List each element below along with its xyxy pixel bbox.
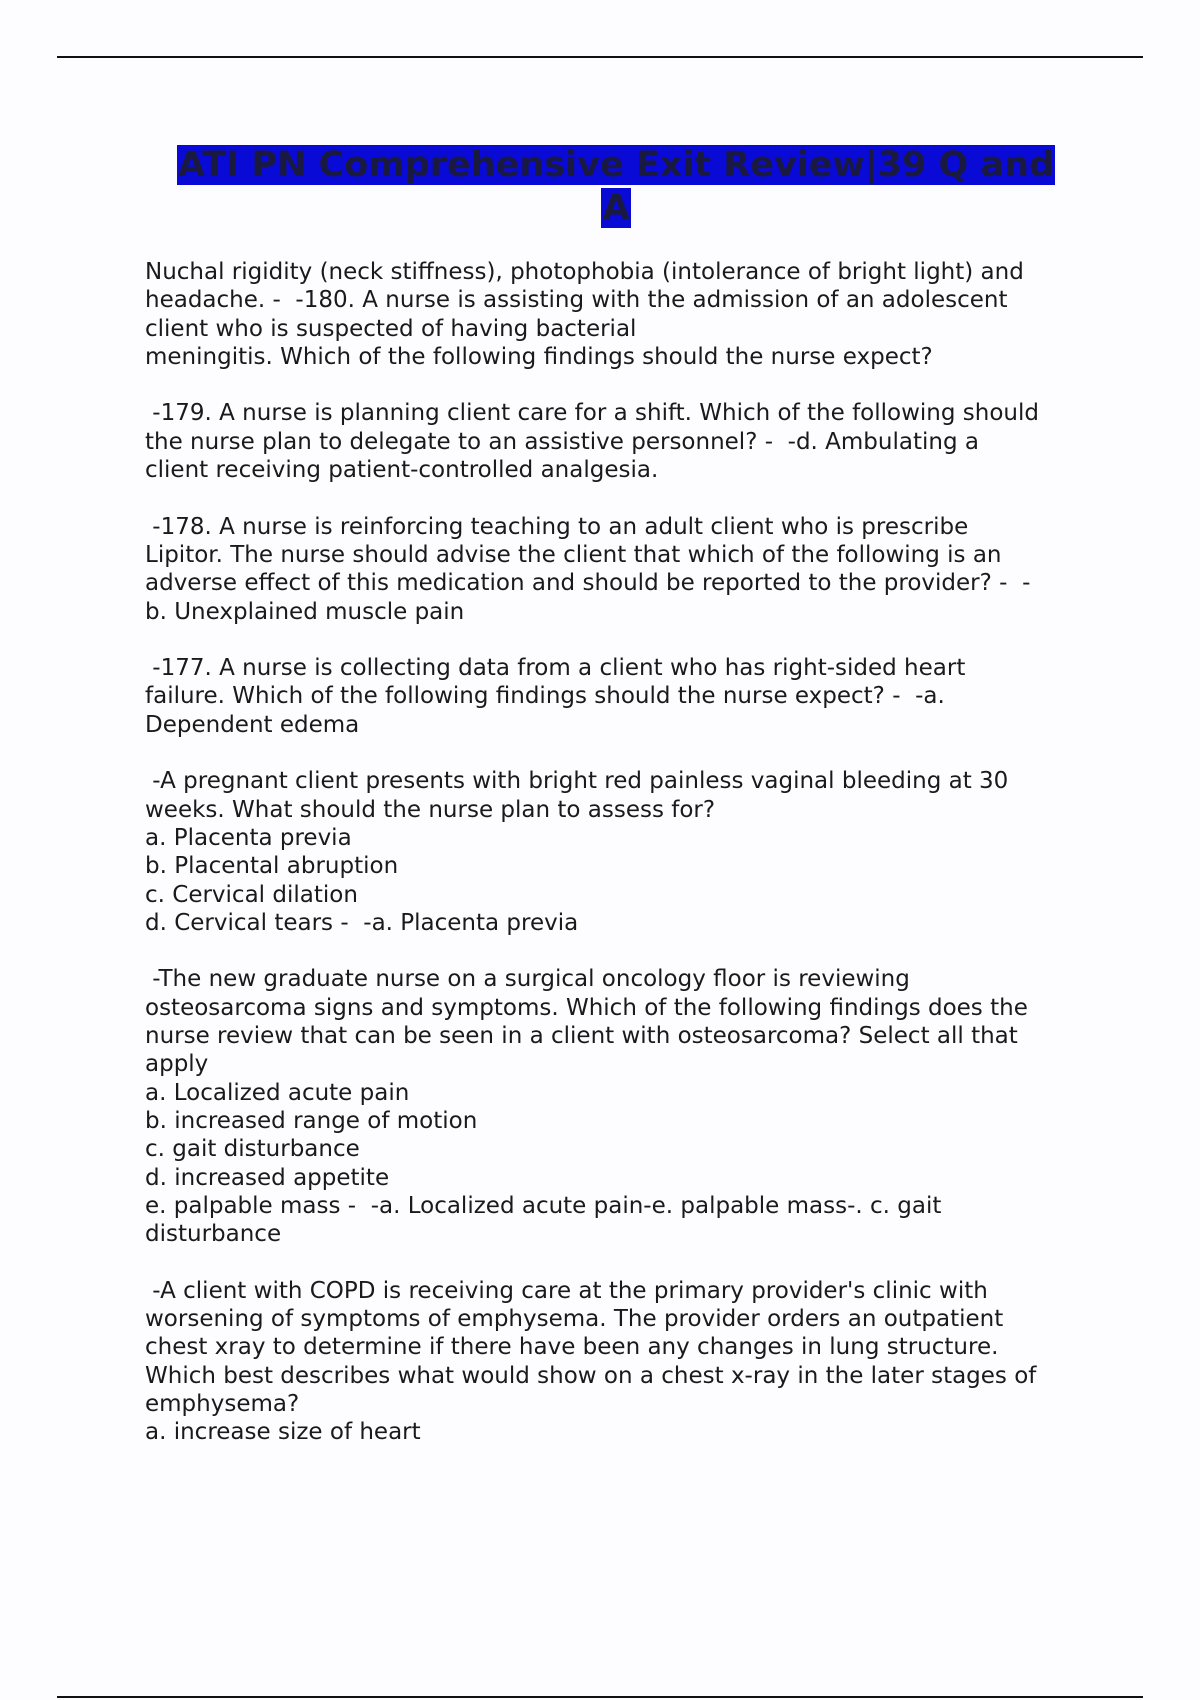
text-line: b. Placental abruption: [145, 853, 399, 880]
text-line: a. Placenta previa: [145, 824, 352, 851]
text-line: adverse effect of this medication and should be reported to the provider? - -: [145, 570, 1031, 597]
document-body: [145, 258, 1105, 1475]
text-line: c. Cervical dilation: [145, 881, 358, 908]
text-line: b. increased range of motion: [145, 1107, 478, 1134]
text-line: Lipitor. The nurse should advise the client that which of the following is an: [145, 541, 1002, 568]
text-line: b. Unexplained muscle pain: [145, 598, 465, 625]
text-line: weeks. What should the nurse plan to assess for?: [145, 796, 716, 823]
text-line: Nuchal rigidity (neck stiffness), photophobia (intolerance of bright light) and: [145, 259, 1024, 285]
question-block: [145, 513, 1105, 626]
text-line: -A client with COPD is receiving care at the primary provider's clinic with: [145, 1277, 988, 1304]
text-line: client who is suspected of having bacterial: [145, 315, 637, 342]
text-line: e. palpable mass - -a. Localized acute pain-e. palpable mass-. c. gait: [145, 1192, 942, 1219]
text-line: worsening of symptoms of emphysema. The provider orders an outpatient: [145, 1305, 1004, 1332]
text-line: chest xray to determine if there have been any changes in lung structure.: [145, 1334, 999, 1361]
text-line: -178. A nurse is reinforcing teaching to an adult client who is prescribe: [145, 513, 969, 540]
text-line: osteosarcoma signs and symptoms. Which of the following findings does the: [145, 994, 1028, 1021]
text-line: Dependent edema: [145, 711, 360, 738]
text-line: a. Localized acute pain: [145, 1079, 410, 1106]
text-line: -179. A nurse is planning client care for a shift. Which of the following should: [145, 400, 1039, 427]
document-title: [160, 144, 1072, 230]
question-block: [145, 965, 1105, 1248]
text-line: d. Cervical tears - -a. Placenta previa: [145, 909, 579, 936]
text-line: disturbance: [145, 1221, 282, 1248]
text-line: apply: [145, 1051, 209, 1078]
question-block: [145, 1277, 1105, 1447]
question-block: [145, 399, 1105, 484]
text-line: meningitis. Which of the following findings should the nurse expect?: [145, 343, 933, 370]
text-line: emphysema?: [145, 1390, 300, 1417]
text-line: -A pregnant client presents with bright red painless vaginal bleeding at 30: [145, 768, 1009, 795]
question-block: [145, 767, 1105, 937]
text-line: -The new graduate nurse on a surgical oncology floor is reviewing: [145, 966, 910, 993]
question-block: [145, 654, 1105, 739]
question-block: [145, 258, 1105, 371]
text-line: a. increase size of heart: [145, 1419, 421, 1446]
text-line: the nurse plan to delegate to an assistive personnel? - -d. Ambulating a: [145, 428, 979, 455]
top-rule: [57, 56, 1143, 58]
bottom-rule: [57, 1696, 1143, 1698]
text-line: Which best describes what would show on a chest x-ray in the later stages of: [145, 1362, 1037, 1389]
title-line-1: ATI PN Comprehensive Exit Review|39 Q and: [177, 145, 1055, 185]
text-line: client receiving patient-controlled analgesia.: [145, 457, 659, 484]
text-line: d. increased appetite: [145, 1164, 390, 1191]
text-line: nurse review that can be seen in a client with osteosarcoma? Select all that: [145, 1023, 1018, 1050]
text-line: -177. A nurse is collecting data from a client who has right-sided heart: [145, 655, 966, 682]
text-line: headache. - -180. A nurse is assisting with the admission of an adolescent: [145, 287, 1008, 314]
text-line: c. gait disturbance: [145, 1136, 360, 1163]
title-line-2: A: [602, 188, 630, 228]
text-line: failure. Which of the following findings should the nurse expect? - -a.: [145, 683, 945, 710]
